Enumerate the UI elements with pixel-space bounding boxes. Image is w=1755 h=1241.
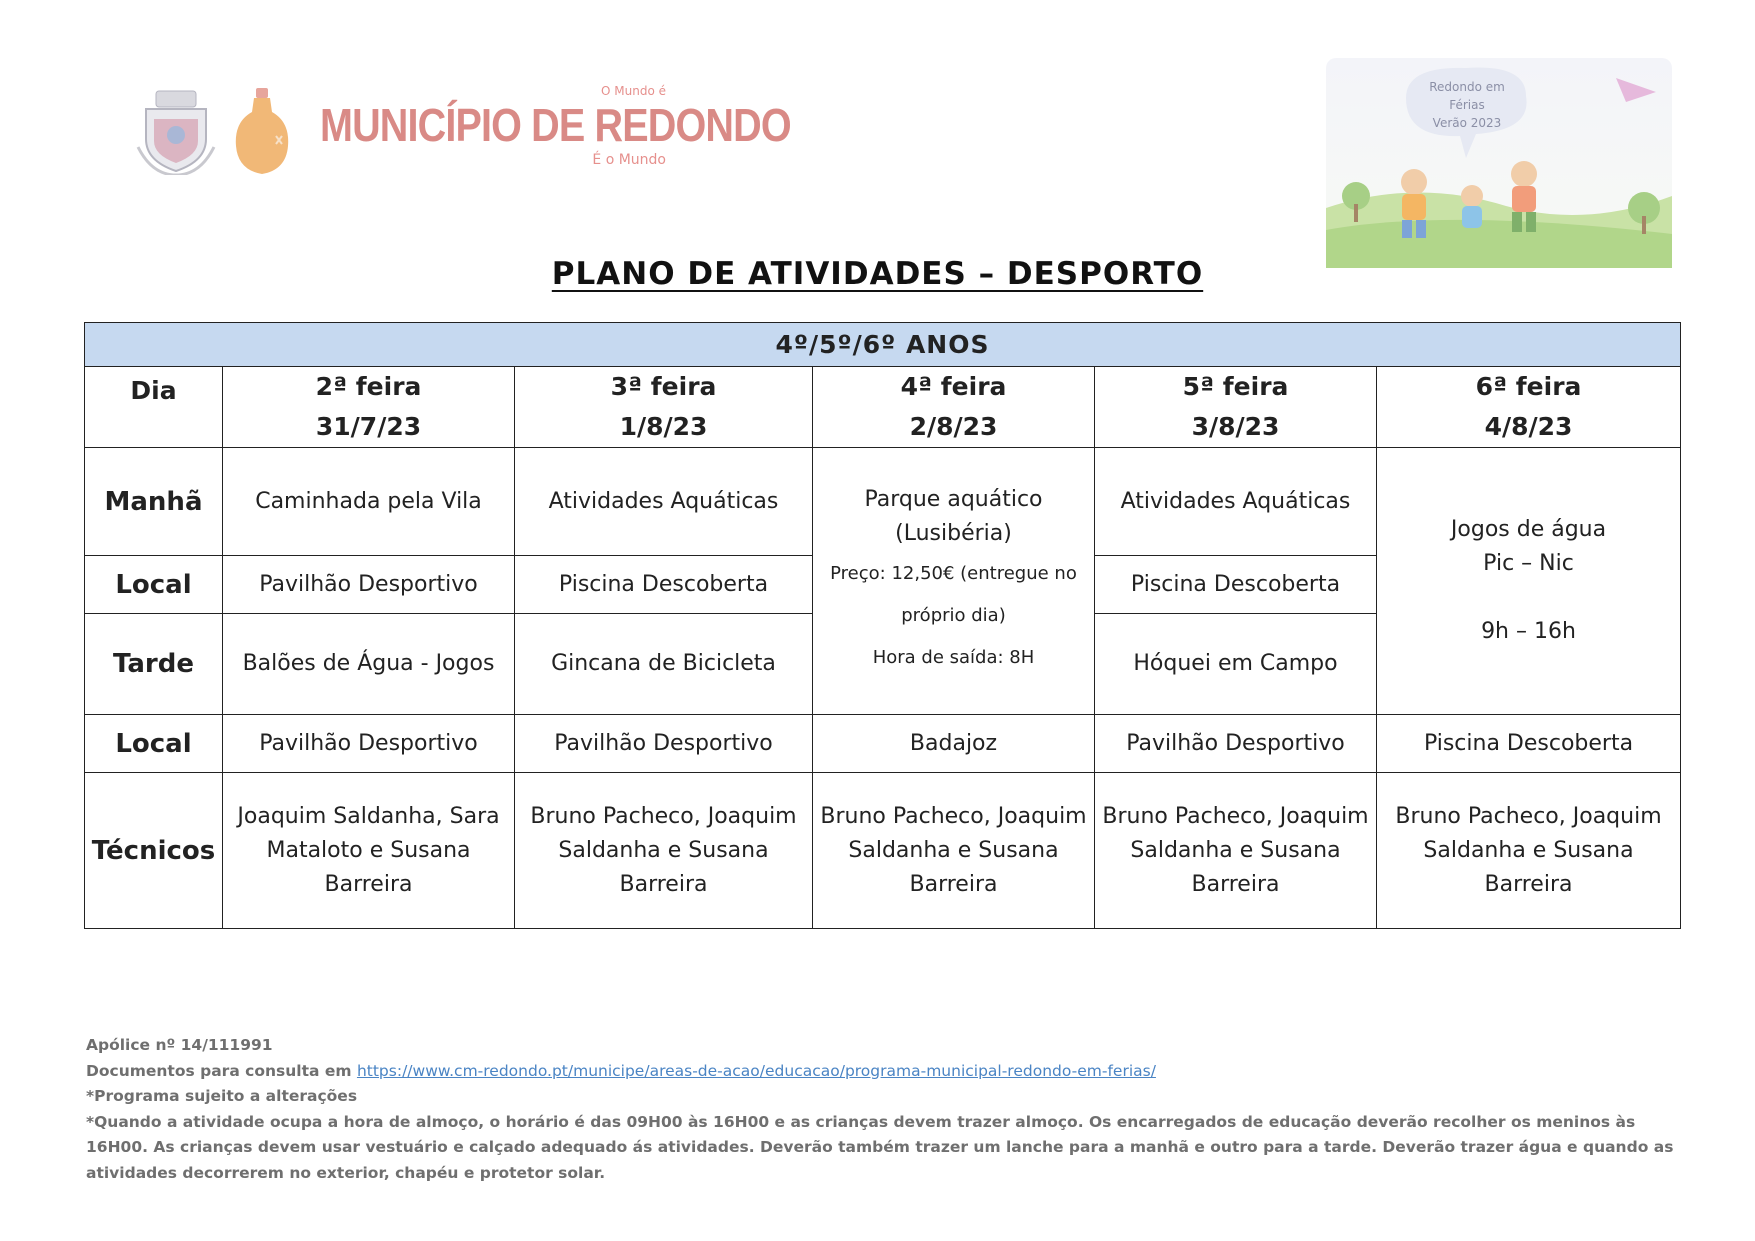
cell-tecnicos: Bruno Pacheco, Joaquim Saldanha e Susana Barreira — [1377, 773, 1681, 929]
cell-tarde: Gincana de Bicicleta — [515, 614, 813, 715]
cell-tecnicos: Bruno Pacheco, Joaquim Saldanha e Susana Barreira — [1095, 773, 1377, 929]
cell-local: Pavilhão Desportivo — [1095, 715, 1377, 773]
brand-name: MUNICÍPIO DE REDONDO — [320, 99, 791, 151]
coat-of-arms-icon — [132, 87, 220, 175]
documents-link[interactable]: https://www.cm-redondo.pt/municipe/areas-de-acao/educacao/programa-municipal-redondo-em-ferias/ — [356, 1061, 1156, 1080]
cell-tecnicos: Bruno Pacheco, Joaquim Saldanha e Susana Barreira — [515, 773, 813, 929]
cell-local: Badajoz — [813, 715, 1095, 773]
table-row-tecnicos — [85, 773, 1681, 929]
row-label-tecnicos: Técnicos — [85, 773, 223, 929]
table-banner-row — [85, 323, 1681, 367]
cell-quarta-merged: Parque aquático (Lusibéria) Preço: 12,50€ (entregue no próprio dia) Hora de saída: 8H — [813, 448, 1095, 715]
cell-local: Pavilhão Desportivo — [223, 556, 515, 614]
cell-manha: Atividades Aquáticas — [1095, 448, 1377, 556]
cell-local: Piscina Descoberta — [1095, 556, 1377, 614]
cell-manha: Atividades Aquáticas — [515, 448, 813, 556]
summer-holidays-illustration — [1326, 58, 1672, 268]
note-lunch-info: *Quando a atividade ocupa a hora de almoço, o horário é das 09H00 às 16H00 e as crianças devem trazer almoço. Os encarregados de educação deverão recolher os meninos às 16H00. As crianças devem usar vestuário e calçado adequado ás atividades. Deverão também trazer um lanche para a manhã e outro para a tarde. Deverão trazer água e quando as atividades decorrerem no exterior, chapéu e protetor solar. — [86, 1112, 1674, 1182]
cell-local: Piscina Descoberta — [1377, 715, 1681, 773]
cell-tarde: Hóquei em Campo — [1095, 614, 1377, 715]
municipality-logo — [132, 82, 791, 182]
table-row-local-tarde — [85, 715, 1681, 773]
row-label-local: Local — [85, 715, 223, 773]
day-header: 3ª feira 1/8/23 — [515, 367, 813, 448]
footer-notes — [86, 1033, 1686, 1186]
day-header: 4ª feira 2/8/23 — [813, 367, 1095, 448]
table-row-manha — [85, 448, 1681, 556]
policy-number: Apólice nº 14/111991 — [86, 1036, 273, 1054]
cell-manha: Caminhada pela Vila — [223, 448, 515, 556]
activity-schedule-table — [84, 322, 1681, 929]
row-label-tarde: Tarde — [85, 614, 223, 715]
day-header: 2ª feira 31/7/23 — [223, 367, 515, 448]
dia-header: Dia — [85, 367, 223, 448]
cell-local: Pavilhão Desportivo — [223, 715, 515, 773]
illustration-caption: Redondo em Férias Verão 2023 — [1429, 80, 1505, 130]
age-group-banner: 4º/5º/6º ANOS — [85, 323, 1681, 367]
day-header: 6ª feira 4/8/23 — [1377, 367, 1681, 448]
cell-tecnicos: Bruno Pacheco, Joaquim Saldanha e Susana Barreira — [813, 773, 1095, 929]
documents-line: Documentos para consulta em https://www.cm-redondo.pt/municipe/areas-de-acao/educacao/programa-municipal-redondo-em-ferias/ — [86, 1061, 1156, 1080]
note-subject-to-change: *Programa sujeito a alterações — [86, 1087, 358, 1105]
cell-local: Pavilhão Desportivo — [515, 715, 813, 773]
row-label-local: Local — [85, 556, 223, 614]
page-title: PLANO DE ATIVIDADES – DESPORTO — [551, 256, 1204, 292]
day-header: 5ª feira 3/8/23 — [1095, 367, 1377, 448]
row-label-manha: Manhã — [85, 448, 223, 556]
brand-tagline-top: O Mundo é — [601, 84, 666, 98]
cell-tecnicos: Joaquim Saldanha, Sara Mataloto e Susana Barreira — [223, 773, 515, 929]
pottery-jug-icon — [232, 86, 292, 178]
cell-tarde: Balões de Água - Jogos — [223, 614, 515, 715]
brand-wordmark — [320, 82, 791, 182]
cell-local: Piscina Descoberta — [515, 556, 813, 614]
cell-sexta-merged: Jogos de água Pic – Nic 9h – 16h — [1377, 448, 1681, 715]
brand-tagline-bottom: É o Mundo — [592, 152, 666, 168]
table-header-row — [85, 367, 1681, 448]
